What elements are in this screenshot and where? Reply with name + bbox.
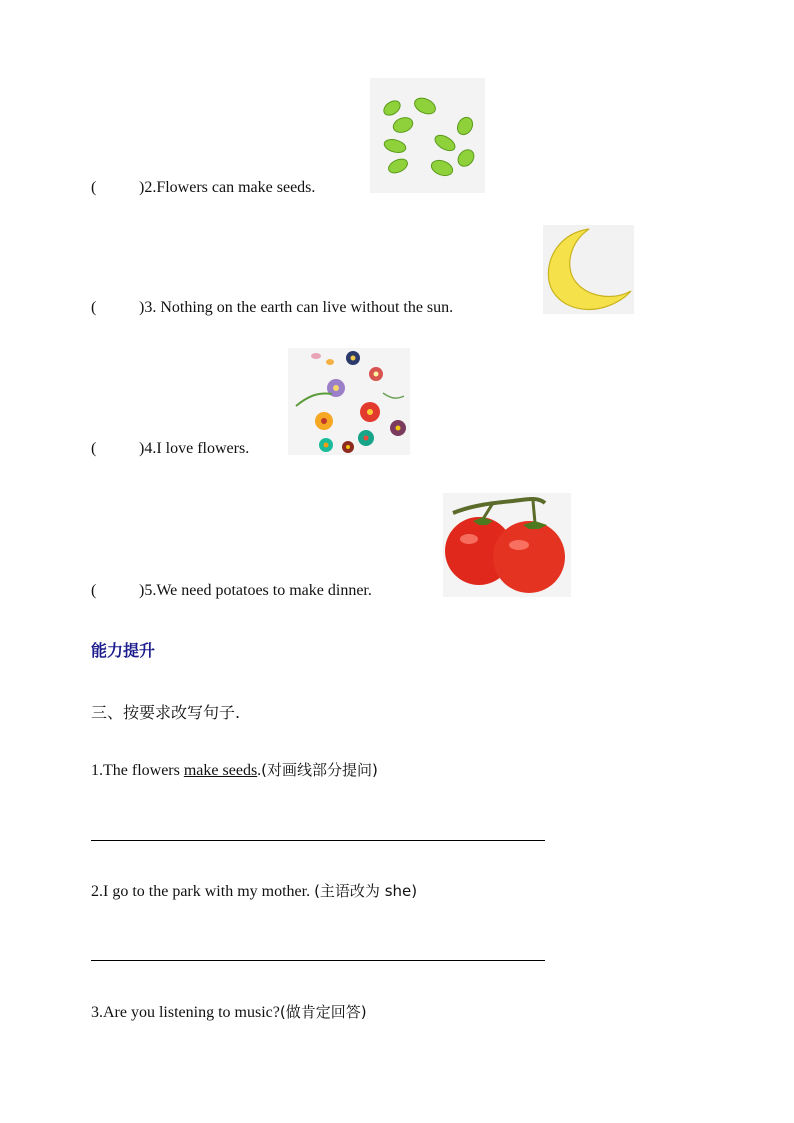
section-title: 三、按要求改写句子. [91, 703, 241, 722]
answer-line-1[interactable] [91, 840, 545, 841]
rewrite-question-3 [91, 1002, 367, 1023]
instruction-note: (对画线部分提问) [261, 761, 378, 779]
question-number: )2. [139, 179, 157, 196]
question-text: We need potatoes to make dinner. [156, 582, 372, 599]
flowers-picture [288, 348, 410, 455]
question-3 [91, 298, 453, 318]
answer-line-2[interactable] [91, 960, 545, 961]
question-text: Flowers can make seeds. [156, 179, 316, 196]
underlined-phrase: make seeds [183, 762, 258, 779]
question-text: 1.The flowers [91, 762, 184, 779]
question-number: )4. [139, 440, 157, 457]
answer-bracket[interactable]: ( [91, 440, 97, 457]
question-number: )3. [139, 299, 157, 316]
question-text: 2.I go to the park with my mother. [91, 883, 315, 900]
question-5 [91, 581, 372, 601]
tomatoes-picture [443, 493, 571, 597]
moon-picture [543, 225, 634, 314]
rewrite-question-2 [91, 881, 417, 902]
question-text: 3.Are you listening to music? [91, 1004, 280, 1021]
instruction-note: (做肯定回答) [279, 1003, 367, 1021]
question-text: Nothing on the earth can live without the sun. [156, 299, 454, 316]
answer-bracket[interactable]: ( [91, 582, 97, 599]
rewrite-question-1 [91, 760, 378, 781]
question-4 [91, 439, 249, 459]
answer-bracket[interactable]: ( [91, 179, 97, 196]
question-text-end: . [257, 762, 262, 779]
instruction-note: (主语改为 she) [314, 882, 418, 900]
question-number: )5. [139, 582, 157, 599]
answer-bracket[interactable]: ( [91, 299, 97, 316]
question-2 [91, 178, 315, 198]
question-text: I love flowers. [156, 440, 250, 457]
section-heading: 能力提升 [91, 641, 156, 660]
leaves-picture [370, 78, 485, 193]
